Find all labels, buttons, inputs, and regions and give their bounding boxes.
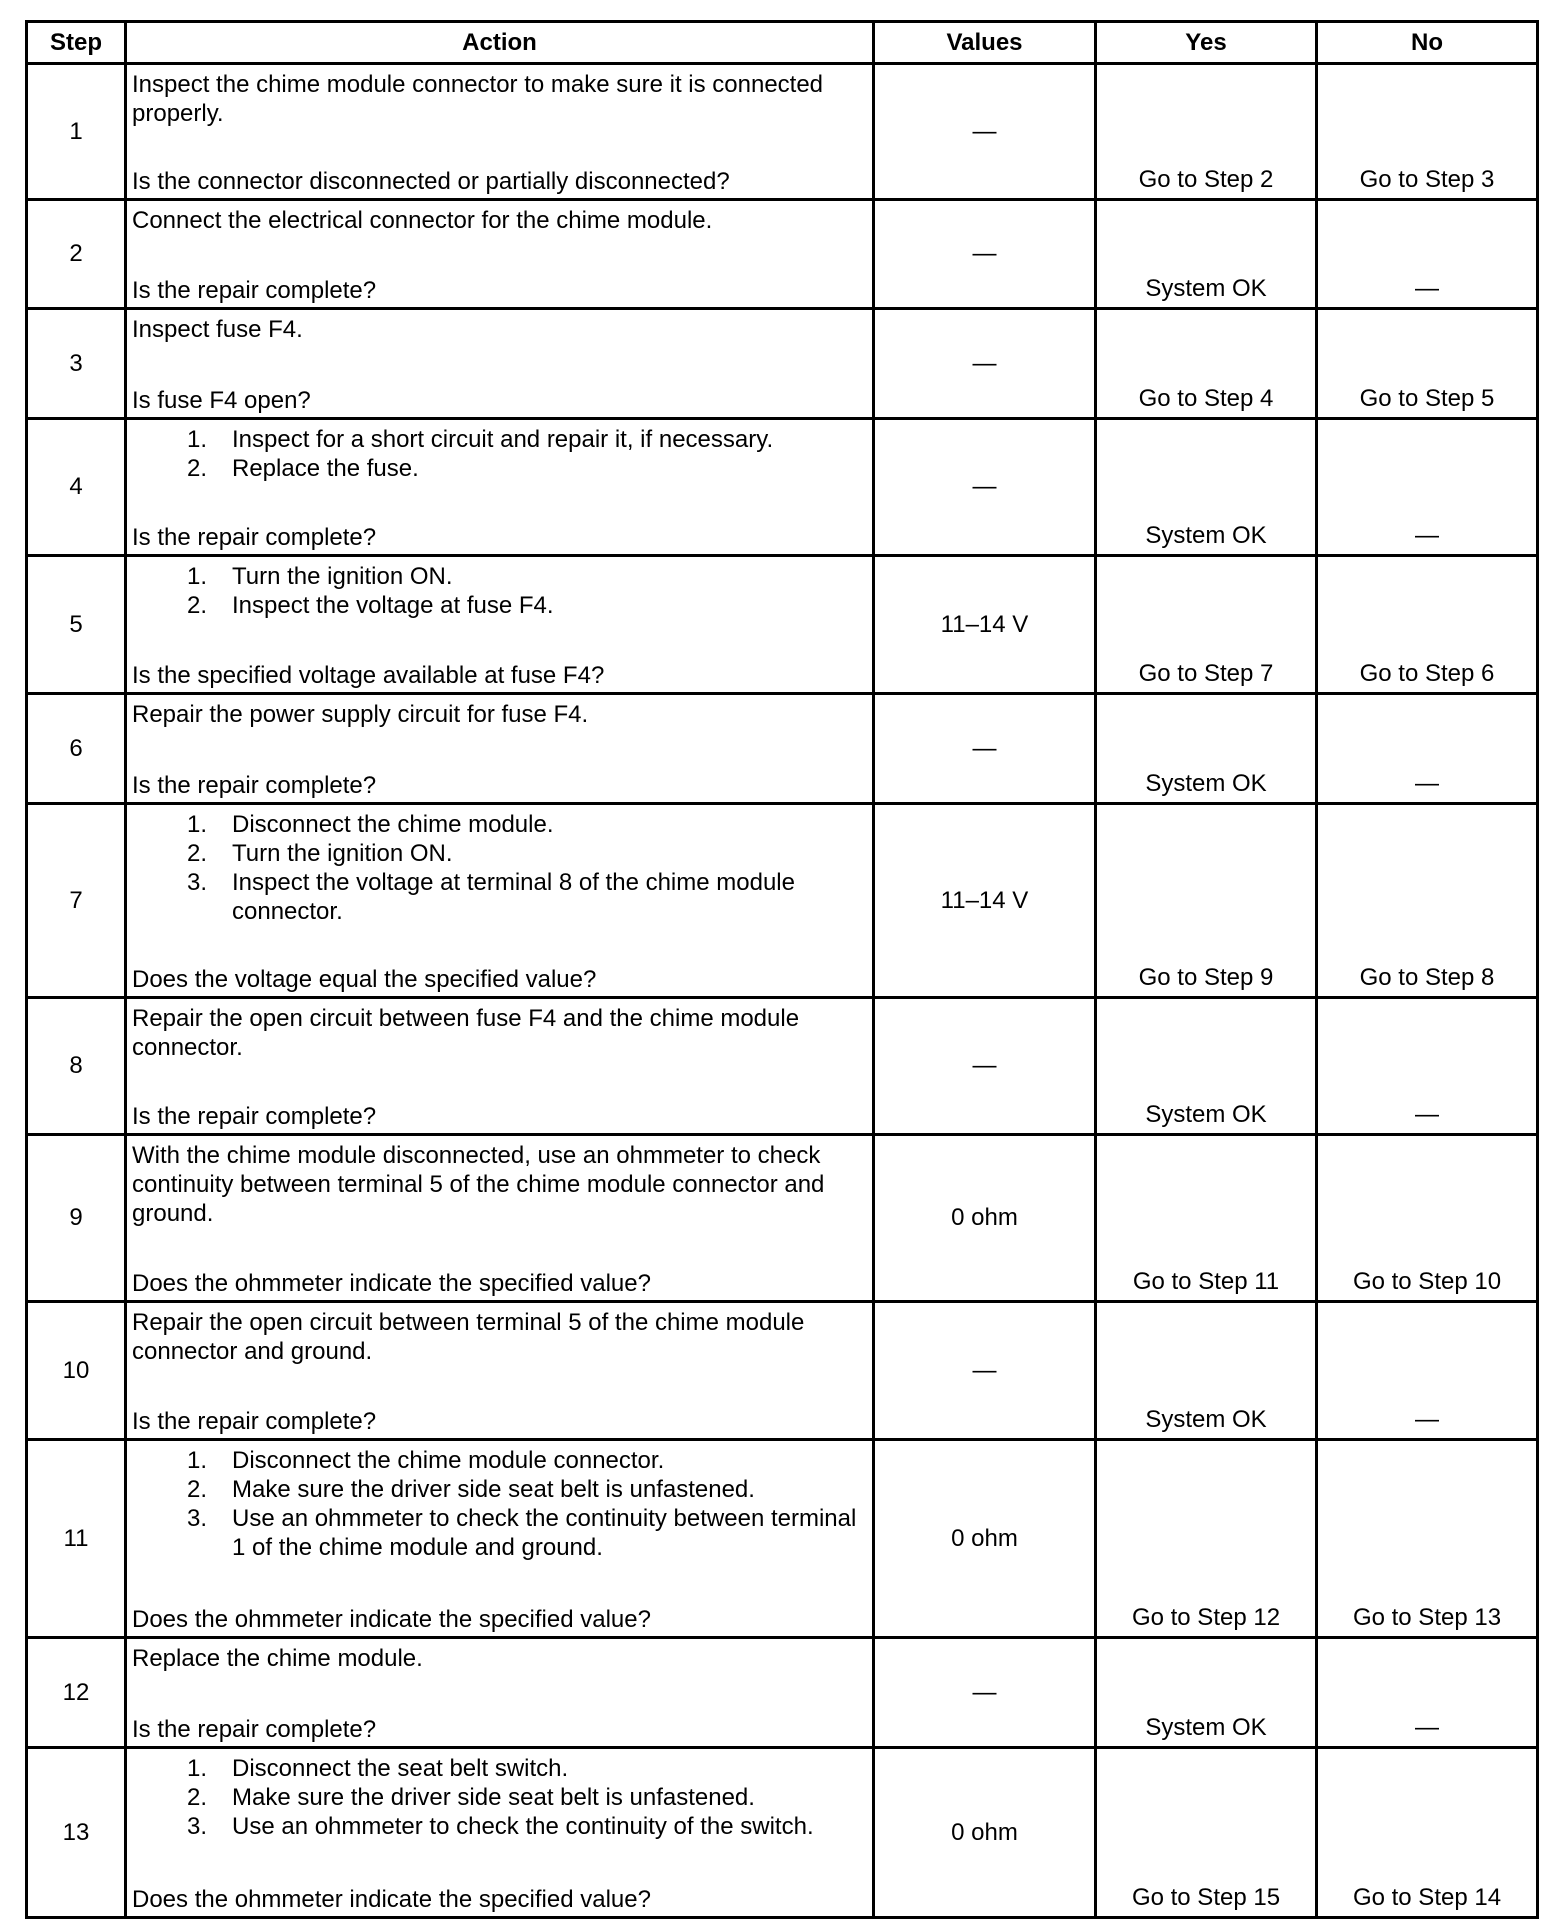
- action-step-item: [152, 1446, 864, 1475]
- header-step: Step: [27, 22, 126, 64]
- action-instruction: Repair the power supply circuit for fuse F4.: [132, 701, 589, 728]
- action-step-text: Disconnect the seat belt switch.: [232, 1755, 569, 1782]
- no-result: —: [1415, 770, 1439, 797]
- action-step-item: [152, 562, 864, 591]
- action-step-item: [152, 868, 864, 926]
- table-row: [27, 556, 1538, 694]
- header-action: Action: [126, 22, 874, 64]
- action-step-number: 1.: [187, 563, 208, 590]
- step-cell: 7: [27, 804, 126, 998]
- no-result: Go to Step 10: [1352, 1268, 1502, 1295]
- action-step-number: 1.: [187, 1447, 208, 1474]
- table-row: [27, 200, 1538, 309]
- action-step-number: 3.: [187, 869, 208, 896]
- action-cell: [126, 1135, 874, 1302]
- action-question: Is fuse F4 open?: [132, 387, 311, 414]
- no-cell: [1317, 694, 1538, 804]
- action-cell: [126, 1638, 874, 1748]
- step-cell: 3: [27, 309, 126, 419]
- action-step-number: 2.: [187, 592, 208, 619]
- action-cell: [126, 1302, 874, 1440]
- action-question: Is the repair complete?: [132, 277, 377, 304]
- action-step-item: [152, 1475, 864, 1504]
- values-cell: 0 ohm: [874, 1748, 1096, 1918]
- action-step-number: 1.: [187, 426, 208, 453]
- table-row: [27, 64, 1538, 200]
- action-question: Is the repair complete?: [132, 1408, 377, 1435]
- values-cell: —: [874, 64, 1096, 200]
- no-result: Go to Step 13: [1352, 1604, 1502, 1631]
- no-cell: [1317, 309, 1538, 419]
- yes-result: System OK: [1145, 1406, 1267, 1433]
- header-yes: Yes: [1096, 22, 1317, 64]
- no-cell: [1317, 1748, 1538, 1918]
- no-cell: [1317, 804, 1538, 998]
- action-question: Is the connector disconnected or partially disconnected?: [132, 168, 730, 195]
- no-cell: [1317, 64, 1538, 200]
- header-no: No: [1317, 22, 1538, 64]
- yes-cell: [1096, 694, 1317, 804]
- yes-result: System OK: [1145, 522, 1267, 549]
- action-step-text: Inspect for a short circuit and repair it, if necessary.: [232, 426, 774, 453]
- action-instruction: Inspect the chime module connector to make sure it is connected properly.: [132, 71, 824, 127]
- table-row: [27, 419, 1538, 556]
- step-cell: 1: [27, 64, 126, 200]
- yes-cell: [1096, 1440, 1317, 1638]
- table-row: [27, 1135, 1538, 1302]
- no-result: Go to Step 14: [1352, 1884, 1502, 1911]
- step-cell: 13: [27, 1748, 126, 1918]
- table-row: [27, 1302, 1538, 1440]
- action-question: Does the ohmmeter indicate the specified value?: [132, 1886, 651, 1913]
- action-step-number: 2.: [187, 1784, 208, 1811]
- yes-cell: [1096, 556, 1317, 694]
- yes-result: Go to Step 15: [1131, 1884, 1281, 1911]
- action-step-number: 2.: [187, 840, 208, 867]
- action-step-list: [132, 425, 864, 483]
- yes-cell: [1096, 1302, 1317, 1440]
- table-row: [27, 998, 1538, 1135]
- action-question: Is the repair complete?: [132, 1716, 377, 1743]
- table-row: [27, 1638, 1538, 1748]
- header-row: [27, 22, 1538, 64]
- action-instruction: Repair the open circuit between fuse F4 and the chime module connector.: [132, 1005, 800, 1061]
- yes-cell: [1096, 1135, 1317, 1302]
- diagnostic-table: [25, 20, 1539, 1919]
- yes-result: Go to Step 9: [1138, 964, 1274, 991]
- action-question: Does the voltage equal the specified value?: [132, 966, 597, 993]
- step-cell: 4: [27, 419, 126, 556]
- action-step-text: Inspect the voltage at fuse F4.: [232, 592, 554, 619]
- action-step-item: [152, 1812, 864, 1841]
- action-cell: [126, 1748, 874, 1918]
- action-step-number: 3.: [187, 1505, 208, 1532]
- values-cell: —: [874, 200, 1096, 309]
- action-step-number: 2.: [187, 1476, 208, 1503]
- action-cell: [126, 694, 874, 804]
- step-cell: 12: [27, 1638, 126, 1748]
- no-cell: [1317, 1135, 1538, 1302]
- action-cell: [126, 64, 874, 200]
- step-cell: 9: [27, 1135, 126, 1302]
- values-cell: 11–14 V: [874, 556, 1096, 694]
- yes-result: System OK: [1145, 1714, 1267, 1741]
- action-step-text: Make sure the driver side seat belt is unfastened.: [232, 1784, 755, 1811]
- action-instruction: Repair the open circuit between terminal 5 of the chime module connector and ground.: [132, 1309, 805, 1365]
- no-result: Go to Step 5: [1359, 385, 1495, 412]
- values-cell: 0 ohm: [874, 1135, 1096, 1302]
- values-cell: 0 ohm: [874, 1440, 1096, 1638]
- values-cell: —: [874, 309, 1096, 419]
- action-step-item: [152, 591, 864, 620]
- step-cell: 11: [27, 1440, 126, 1638]
- action-step-text: Inspect the voltage at terminal 8 of the chime module connector.: [232, 869, 795, 925]
- action-step-text: Turn the ignition ON.: [232, 563, 453, 590]
- action-cell: [126, 1440, 874, 1638]
- yes-result: Go to Step 4: [1138, 385, 1274, 412]
- values-cell: —: [874, 694, 1096, 804]
- action-step-list: [132, 810, 864, 926]
- no-cell: [1317, 200, 1538, 309]
- yes-result: System OK: [1145, 1101, 1267, 1128]
- action-step-number: 3.: [187, 1813, 208, 1840]
- action-step-item: [152, 839, 864, 868]
- values-cell: —: [874, 1638, 1096, 1748]
- no-cell: [1317, 1638, 1538, 1748]
- action-step-number: 1.: [187, 1755, 208, 1782]
- values-cell: —: [874, 419, 1096, 556]
- action-cell: [126, 556, 874, 694]
- action-step-list: [132, 1754, 864, 1841]
- yes-result: System OK: [1145, 275, 1267, 302]
- action-instruction: Replace the chime module.: [132, 1645, 423, 1672]
- action-step-item: [152, 454, 864, 483]
- table-row: [27, 309, 1538, 419]
- action-cell: [126, 309, 874, 419]
- yes-cell: [1096, 200, 1317, 309]
- action-step-text: Use an ohmmeter to check the continuity between terminal 1 of the chime module and ground.: [232, 1505, 857, 1561]
- action-instruction: Inspect fuse F4.: [132, 316, 303, 343]
- yes-cell: [1096, 64, 1317, 200]
- yes-cell: [1096, 419, 1317, 556]
- action-step-item: [152, 810, 864, 839]
- action-cell: [126, 998, 874, 1135]
- yes-result: Go to Step 7: [1138, 660, 1274, 687]
- no-cell: [1317, 1440, 1538, 1638]
- no-result: Go to Step 3: [1359, 166, 1495, 193]
- action-step-text: Turn the ignition ON.: [232, 840, 453, 867]
- action-question: Is the repair complete?: [132, 524, 377, 551]
- yes-cell: [1096, 1638, 1317, 1748]
- action-question: Is the specified voltage available at fuse F4?: [132, 662, 605, 689]
- no-result: —: [1415, 1714, 1439, 1741]
- table-row: [27, 804, 1538, 998]
- table-row: [27, 1440, 1538, 1638]
- no-cell: [1317, 998, 1538, 1135]
- no-result: —: [1415, 522, 1439, 549]
- yes-cell: [1096, 998, 1317, 1135]
- action-step-item: [152, 1504, 864, 1562]
- table-row: [27, 694, 1538, 804]
- no-result: —: [1415, 1101, 1439, 1128]
- values-cell: —: [874, 1302, 1096, 1440]
- action-step-list: [132, 562, 864, 620]
- table-row: [27, 1748, 1538, 1918]
- action-cell: [126, 804, 874, 998]
- step-cell: 6: [27, 694, 126, 804]
- yes-cell: [1096, 1748, 1317, 1918]
- values-cell: —: [874, 998, 1096, 1135]
- step-cell: 8: [27, 998, 126, 1135]
- action-step-text: Replace the fuse.: [232, 455, 419, 482]
- yes-cell: [1096, 309, 1317, 419]
- step-cell: 2: [27, 200, 126, 309]
- no-result: Go to Step 6: [1359, 660, 1495, 687]
- no-cell: [1317, 556, 1538, 694]
- action-step-text: Disconnect the chime module connector.: [232, 1447, 665, 1474]
- yes-result: Go to Step 11: [1132, 1268, 1280, 1295]
- yes-cell: [1096, 804, 1317, 998]
- no-result: Go to Step 8: [1359, 964, 1495, 991]
- action-step-number: 1.: [187, 811, 208, 838]
- action-instruction: Connect the electrical connector for the chime module.: [132, 207, 713, 234]
- no-cell: [1317, 1302, 1538, 1440]
- yes-result: System OK: [1145, 770, 1267, 797]
- action-question: Does the ohmmeter indicate the specified value?: [132, 1606, 651, 1633]
- action-step-text: Disconnect the chime module.: [232, 811, 554, 838]
- no-result: —: [1415, 275, 1439, 302]
- values-cell: 11–14 V: [874, 804, 1096, 998]
- no-cell: [1317, 419, 1538, 556]
- no-result: —: [1415, 1406, 1439, 1433]
- action-question: Is the repair complete?: [132, 772, 377, 799]
- action-question: Is the repair complete?: [132, 1103, 377, 1130]
- yes-result: Go to Step 2: [1138, 166, 1274, 193]
- action-cell: [126, 200, 874, 309]
- action-step-list: [132, 1446, 864, 1562]
- step-cell: 5: [27, 556, 126, 694]
- action-step-item: [152, 1783, 864, 1812]
- action-step-text: Make sure the driver side seat belt is unfastened.: [232, 1476, 755, 1503]
- action-step-item: [152, 1754, 864, 1783]
- action-step-text: Use an ohmmeter to check the continuity of the switch.: [232, 1813, 814, 1840]
- action-cell: [126, 419, 874, 556]
- action-step-item: [152, 425, 864, 454]
- action-step-number: 2.: [187, 455, 208, 482]
- action-question: Does the ohmmeter indicate the specified value?: [132, 1270, 651, 1297]
- action-instruction: With the chime module disconnected, use an ohmmeter to check continuity between terminal 5 of the chime module connector and ground.: [132, 1142, 825, 1227]
- header-values: Values: [874, 22, 1096, 64]
- step-cell: 10: [27, 1302, 126, 1440]
- yes-result: Go to Step 12: [1131, 1604, 1281, 1631]
